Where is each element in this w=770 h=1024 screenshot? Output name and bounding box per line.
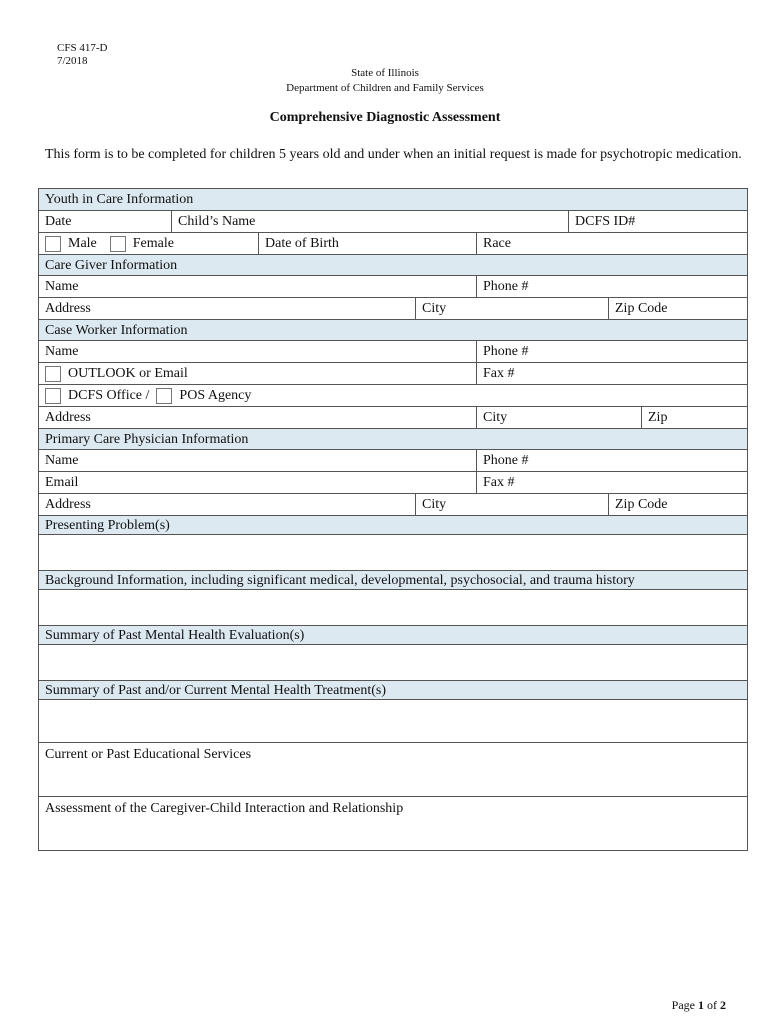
dcfs-id-label: DCFS ID# [575, 214, 636, 229]
physician-email-field[interactable] [39, 472, 476, 493]
page-total: 2 [720, 998, 726, 1012]
caregiver-address-label: Address [45, 301, 91, 316]
caseworker-address-field[interactable] [39, 407, 476, 428]
section-caregiver [39, 254, 747, 275]
physician-address-label: Address [45, 497, 91, 512]
caseworker-city-label: City [483, 410, 508, 425]
section-interaction[interactable] [39, 796, 747, 850]
caregiver-row-1 [39, 275, 747, 297]
caregiver-city-field[interactable] [415, 298, 608, 319]
physician-row-3 [39, 493, 747, 515]
section-physician [39, 428, 747, 449]
physician-city-field[interactable] [415, 494, 608, 515]
background-entry[interactable] [39, 589, 747, 625]
pos-agency-label: POS Agency [179, 388, 252, 403]
section-presenting-label: Presenting Problem(s) [45, 517, 170, 533]
caseworker-name-field[interactable] [39, 341, 476, 362]
caregiver-phone-field[interactable] [476, 276, 747, 297]
physician-zip-field[interactable] [608, 494, 747, 515]
physician-name-field[interactable] [39, 450, 476, 471]
dcfs-id-field[interactable] [568, 211, 747, 232]
past-eval-entry[interactable] [39, 644, 747, 680]
section-background-label: Background Information, including significant medical, developmental, psychosocial, and trauma history [45, 572, 635, 588]
form-code [57, 42, 107, 68]
caseworker-row-4 [39, 406, 747, 428]
gender-field [39, 233, 258, 254]
caseworker-fax-label: Fax # [483, 366, 515, 381]
section-physician-label: Primary Care Physician Information [45, 431, 249, 447]
caregiver-address-field[interactable] [39, 298, 415, 319]
dcfs-office-checkbox[interactable] [45, 388, 61, 404]
dob-field[interactable] [258, 233, 476, 254]
physician-email-label: Email [45, 475, 79, 490]
child-name-field[interactable] [171, 211, 568, 232]
assessment-form [38, 188, 748, 851]
caseworker-name-label: Name [45, 344, 79, 359]
section-presenting [39, 515, 747, 534]
agency-header [0, 66, 770, 96]
office-type-field [39, 385, 747, 406]
section-youth-label: Youth in Care Information [45, 192, 194, 207]
caregiver-name-label: Name [45, 279, 79, 294]
caseworker-phone-field[interactable] [476, 341, 747, 362]
physician-row-2 [39, 471, 747, 493]
section-treatment [39, 680, 747, 699]
dcfs-office-label: DCFS Office / [68, 388, 150, 403]
youth-row-1 [39, 210, 747, 232]
department-name: Department of Children and Family Services [286, 82, 484, 94]
caregiver-phone-label: Phone # [483, 279, 529, 294]
caseworker-address-label: Address [45, 410, 91, 425]
child-name-label: Child’s Name [178, 214, 256, 229]
outlook-checkbox[interactable] [45, 366, 61, 382]
section-caseworker-label: Case Worker Information [45, 322, 188, 338]
caseworker-row-1 [39, 340, 747, 362]
section-background [39, 570, 747, 589]
caregiver-city-label: City [422, 301, 447, 316]
physician-zip-label: Zip Code [615, 497, 668, 512]
outlook-label: OUTLOOK or Email [68, 366, 188, 381]
youth-row-2 [39, 232, 747, 254]
section-treatment-label: Summary of Past and/or Current Mental Health Treatment(s) [45, 682, 386, 698]
physician-address-field[interactable] [39, 494, 415, 515]
form-date: 7/2018 [57, 55, 88, 67]
physician-row-1 [39, 449, 747, 471]
treatment-entry[interactable] [39, 699, 747, 742]
caseworker-row-3 [39, 384, 747, 406]
caregiver-row-2 [39, 297, 747, 319]
female-checkbox[interactable] [110, 236, 126, 252]
race-label: Race [483, 236, 511, 251]
physician-phone-field[interactable] [476, 450, 747, 471]
section-education[interactable] [39, 742, 747, 796]
physician-fax-field[interactable] [476, 472, 747, 493]
physician-phone-label: Phone # [483, 453, 529, 468]
physician-fax-label: Fax # [483, 475, 515, 490]
caseworker-zip-field[interactable] [641, 407, 747, 428]
caseworker-row-2 [39, 362, 747, 384]
section-interaction-label: Assessment of the Caregiver-Child Interaction and Relationship [45, 801, 404, 816]
youth-date-label: Date [45, 214, 72, 229]
caregiver-zip-label: Zip Code [615, 301, 668, 316]
caregiver-zip-field[interactable] [608, 298, 747, 319]
section-caseworker [39, 319, 747, 340]
form-number: CFS 417-D [57, 42, 108, 54]
section-caregiver-label: Care Giver Information [45, 257, 178, 273]
caseworker-fax-field[interactable] [476, 363, 747, 384]
page-of: of [707, 998, 717, 1012]
race-field[interactable] [476, 233, 747, 254]
physician-city-label: City [422, 497, 447, 512]
caregiver-name-field[interactable] [39, 276, 476, 297]
page-number [672, 998, 726, 1013]
page-label: Page [671, 998, 695, 1012]
state-name: State of Illinois [351, 67, 419, 79]
pos-agency-checkbox[interactable] [156, 388, 172, 404]
caseworker-city-field[interactable] [476, 407, 641, 428]
outlook-field [39, 363, 476, 384]
physician-name-label: Name [45, 453, 79, 468]
section-youth [39, 189, 747, 210]
male-checkbox[interactable] [45, 236, 61, 252]
page-title: Comprehensive Diagnostic Assessment [269, 110, 501, 125]
caseworker-zip-label: Zip [648, 410, 668, 425]
caseworker-phone-label: Phone # [483, 344, 529, 359]
female-label: Female [132, 236, 174, 251]
section-past-eval-label: Summary of Past Mental Health Evaluation(s) [45, 627, 305, 643]
presenting-entry[interactable] [39, 534, 747, 570]
section-past-eval [39, 625, 747, 644]
dob-label: Date of Birth [265, 236, 339, 251]
section-education-label: Current or Past Educational Services [45, 747, 252, 762]
youth-date-field[interactable] [39, 211, 171, 232]
male-label: Male [68, 236, 97, 251]
intro-text: This form is to be completed for children 5 years old and under when an initial request is made for psychotropic medication. [45, 147, 742, 162]
page-current: 1 [698, 998, 704, 1012]
